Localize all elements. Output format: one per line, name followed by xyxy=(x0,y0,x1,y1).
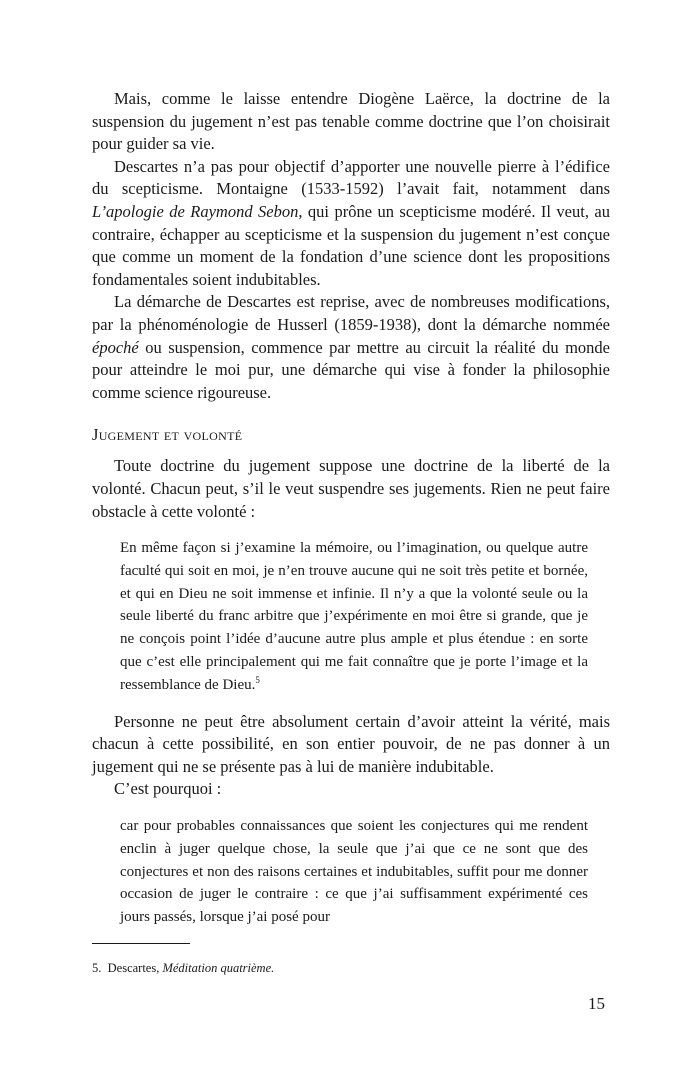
footnote-reference: 5 xyxy=(255,674,260,685)
quote-text: car pour probables connaissances que soient les conjectures qui me rendent enclin à juger quelque chose, la seule que j’ai que ce ne sont que des conjectures et non des raisons certaines et indubitables, suffit pour me donner occasion de juger le contraire : ce que j’ai suffisamment expérimenté ces jours passés, lorsque j’ai posé pour xyxy=(120,818,588,926)
block-quote-conjectures xyxy=(120,815,588,929)
paragraph-diogene: Mais, comme le laisse entendre Diogène Laërce, la doctrine de la suspension du jugement n’est pas tenable comme doctrine que l’on choisirait pour guider sa vie. xyxy=(92,89,610,154)
section-heading: Jugement et volonté xyxy=(92,425,243,445)
page-body xyxy=(92,88,610,943)
paragraph-certitude: Personne ne peut être absolument certain d’avoir atteint la vérité, mais chacun à cette possibilité, en son entier pouvoir, de ne pas donner à un jugement qui ne se présente pas à lui de manière indubitable. xyxy=(92,711,610,776)
footnote-work: Méditation quatrième. xyxy=(162,961,275,975)
paragraph-cest-pourquoi: C’est pourquoi : xyxy=(114,779,222,799)
book-title-apologie: L’apologie de Raymond Sebon xyxy=(92,201,299,221)
block-quote-meditation xyxy=(120,537,588,697)
paragraph-descartes-montaigne: Descartes n’a pas pour objectif d’apporter une nouvelle pierre à l’édifice du scepticisme. Montaigne (1533-1592) l’avait fait, notamment dans L’apologie de Raymond Sebon, qui prône un scepticisme modéré. Il veut, au contraire, échapper au scepticisme et la suspension du jugement n’est conçue que comme un moment de la fondation d’une science dont les propositions fondamentales soient indubitables. xyxy=(92,156,610,289)
paragraph-volonte: Toute doctrine du jugement suppose une doctrine de la liberté de la volonté. Chacun peut, s’il le veut suspendre ses jugements. Rien ne peut faire obstacle à cette volonté : xyxy=(92,456,610,521)
term-epoche: époché xyxy=(92,337,139,357)
footnote-divider xyxy=(92,943,190,944)
footnote-number: 5. xyxy=(92,961,102,975)
page-number: 15 xyxy=(588,994,605,1013)
footnote xyxy=(92,960,274,976)
footnote-author: Descartes, xyxy=(107,961,160,975)
paragraph-husserl: La démarche de Descartes est reprise, avec de nombreuses modifications, par la phénoménologie de Husserl (1859-1938), dont la démarche nommée époché ou suspension, commence par mettre au circuit la réalité du monde pour atteindre le moi pur, une démarche qui vise à fonder la philosophie comme science rigoureuse. xyxy=(92,292,610,402)
quote-text: En même façon si j’examine la mémoire, ou l’imagination, ou quelque autre faculté qui soit en moi, je n’en trouve aucune qui ne soit très petite et bornée, et qui en Dieu ne soit immense et infinie. Il n’y a que la volonté seule ou la seule liberté du franc arbitre que j’expérimente en moi être si grande, que je ne conçois point l’idée d’aucune autre plus ample et plus étendue : en sorte que c’est elle principalement qui me fait connaître que je porte l’image et la ressemblance de Dieu.$^5$ xyxy=(120,540,588,693)
